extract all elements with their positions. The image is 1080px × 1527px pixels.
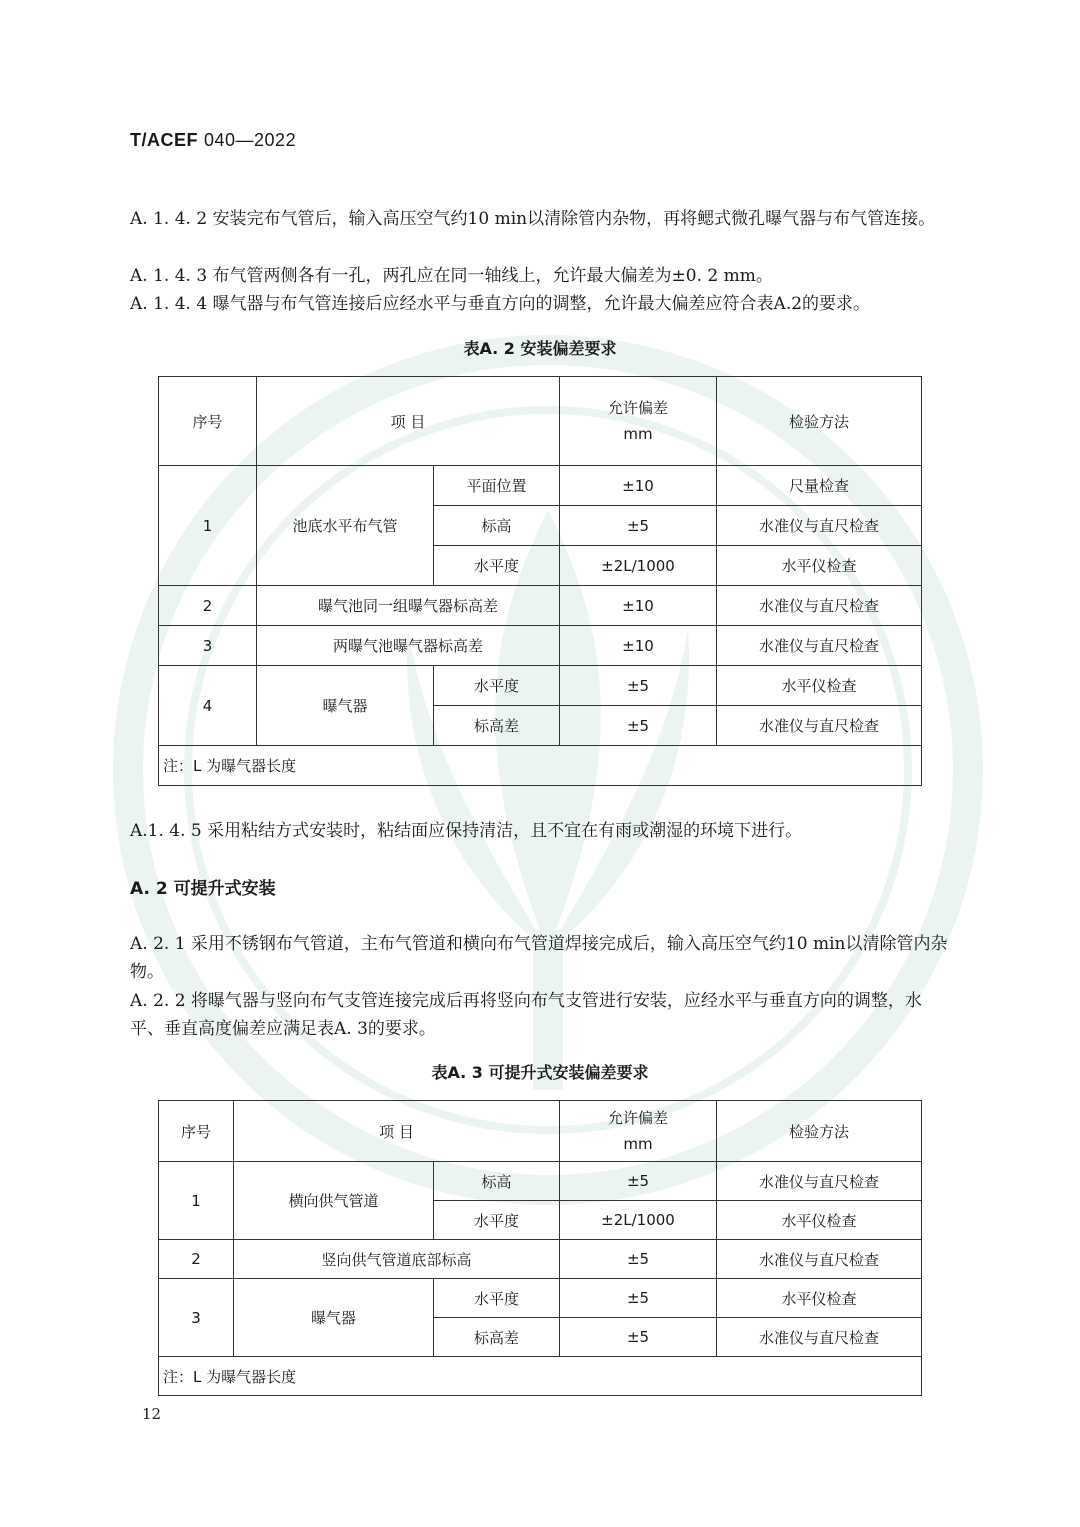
cell-method: 尺量检查 [717, 466, 922, 506]
header-seq: 序号 [159, 1101, 234, 1162]
cell-method: 水平仪检查 [717, 666, 922, 706]
header-tolerance-label: 允许偏差 [607, 1109, 668, 1127]
table-a2 [158, 376, 922, 786]
cell-group: 两曝气池曝气器标高差 [257, 626, 560, 666]
cell-tol: ±10 [560, 626, 717, 666]
paragraph-a1-4-2: A. 1. 4. 2 安装完布气管后，输入高压空气约10 min以清除管内杂物，再将鳃式微孔曝气器与布气管连接。 [130, 209, 936, 229]
table-row [159, 586, 922, 626]
cell-sub: 标高 [434, 1162, 560, 1201]
table-note: 注：L 为曝气器长度 [159, 746, 922, 786]
header-tolerance-label: 允许偏差 [607, 399, 668, 417]
cell-tol: ±5 [560, 666, 717, 706]
cell-seq: 3 [159, 1279, 234, 1357]
paragraph-a1-4-4: A. 1. 4. 4 曝气器与布气管连接后应经水平与垂直方向的调整，允许最大偏差应符合表A.2的要求。 [130, 294, 871, 314]
cell-group: 曝气器 [257, 666, 434, 746]
cell-sub: 水平度 [434, 1201, 560, 1240]
cell-method: 水平仪检查 [717, 1279, 922, 1318]
cell-method: 水准仪与直尺检查 [717, 706, 922, 746]
cell-group: 横向供气管道 [234, 1162, 434, 1240]
cell-tol: ±2L/1000 [560, 546, 717, 586]
header-tolerance-unit: mm [623, 1135, 653, 1153]
cell-tol: ±5 [560, 1318, 717, 1357]
cell-sub: 标高差 [434, 1318, 560, 1357]
cell-method: 水平仪检查 [717, 1201, 922, 1240]
document-header [130, 130, 296, 151]
paragraph-a2-2: A. 2. 2 将曝气器与竖向布气支管连接完成后再将竖向布气支管进行安装，应经水平与垂直方向的调整，水平、垂直高度偏差应满足表A. 3的要求。 [130, 991, 922, 1039]
header-item: 项 目 [257, 377, 560, 466]
cell-seq: 1 [159, 466, 257, 586]
section-title-a2: A. 2 可提升式安装 [130, 879, 276, 899]
table-row [159, 666, 922, 706]
table-row [159, 1240, 922, 1279]
table-note: 注：L 为曝气器长度 [159, 1357, 922, 1396]
header-method: 检验方法 [717, 1101, 922, 1162]
cell-tol: ±2L/1000 [560, 1201, 717, 1240]
cell-group: 曝气器 [234, 1279, 434, 1357]
cell-tol: ±5 [560, 506, 717, 546]
cell-sub: 标高差 [434, 706, 560, 746]
table-row [159, 1162, 922, 1201]
cell-tol: ±5 [560, 1162, 717, 1201]
cell-method: 水准仪与直尺检查 [717, 1162, 922, 1201]
cell-tol: ±5 [560, 1279, 717, 1318]
cell-group: 竖向供气管道底部标高 [234, 1240, 560, 1279]
table-row [159, 466, 922, 506]
cell-seq: 4 [159, 666, 257, 746]
header-item: 项 目 [234, 1101, 560, 1162]
paragraph-a1-4-5: A.1. 4. 5 采用粘结方式安装时，粘结面应保持清洁，且不宜在有雨或潮湿的环境下进行。 [130, 821, 803, 841]
table-row [159, 626, 922, 666]
cell-method: 水准仪与直尺检查 [717, 626, 922, 666]
cell-seq: 2 [159, 586, 257, 626]
cell-seq: 1 [159, 1162, 234, 1240]
header-tolerance-unit: mm [623, 425, 653, 443]
page-number: 12 [142, 1405, 162, 1423]
cell-sub: 平面位置 [434, 466, 560, 506]
cell-sub: 水平度 [434, 666, 560, 706]
table-a3-caption: 表A. 3 可提升式安装偏差要求 [431, 1063, 649, 1082]
paragraph-a1-4-3: A. 1. 4. 3 布气管两侧各有一孔，两孔应在同一轴线上，允许最大偏差为±0. 2 mm。 [130, 266, 773, 286]
cell-tol: ±10 [560, 466, 717, 506]
cell-method: 水准仪与直尺检查 [717, 506, 922, 546]
cell-sub: 水平度 [434, 1279, 560, 1318]
cell-group: 曝气池同一组曝气器标高差 [257, 586, 560, 626]
header-tolerance [560, 377, 717, 466]
standard-number: 040—2022 [204, 130, 297, 150]
cell-tol: ±5 [560, 706, 717, 746]
cell-tol: ±10 [560, 586, 717, 626]
cell-method: 水准仪与直尺检查 [717, 586, 922, 626]
cell-method: 水准仪与直尺检查 [717, 1318, 922, 1357]
cell-sub: 水平度 [434, 546, 560, 586]
header-method: 检验方法 [717, 377, 922, 466]
cell-sub: 标高 [434, 506, 560, 546]
cell-method: 水平仪检查 [717, 546, 922, 586]
paragraph-a2-1: A. 2. 1 采用不锈钢布气管道，主布气管道和横向布气管道焊接完成后，输入高压空气约10 min以清除管内杂物。 [130, 934, 948, 982]
cell-method: 水准仪与直尺检查 [717, 1240, 922, 1279]
standard-code: T/ACEF [130, 130, 198, 150]
cell-seq: 3 [159, 626, 257, 666]
table-a3 [158, 1100, 922, 1396]
table-a2-caption: 表A. 2 安装偏差要求 [463, 339, 617, 358]
header-seq: 序号 [159, 377, 257, 466]
cell-tol: ±5 [560, 1240, 717, 1279]
cell-group: 池底水平布气管 [257, 466, 434, 586]
header-tolerance [560, 1101, 717, 1162]
cell-seq: 2 [159, 1240, 234, 1279]
table-row [159, 1279, 922, 1318]
